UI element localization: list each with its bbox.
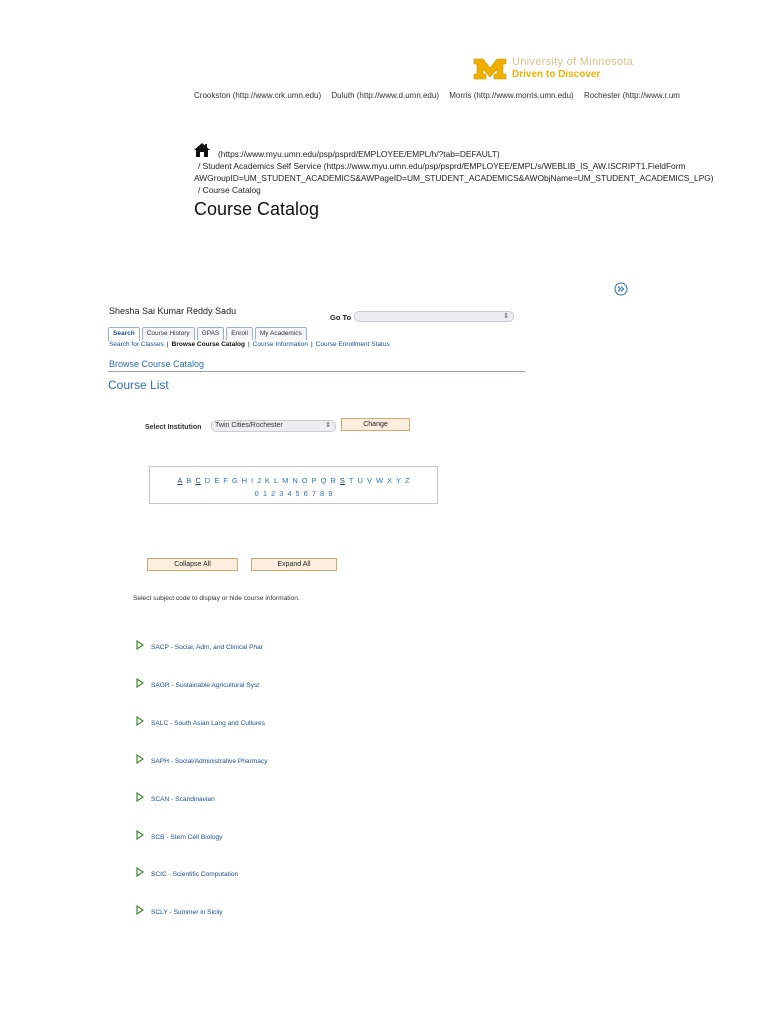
expand-triangle-icon[interactable] (136, 867, 144, 877)
breadcrumb-home-link[interactable]: (https://www.myu.umn.edu/psp/psprd/EMPLOYEE/EMPL/h/?tab=DEFAULT) (218, 149, 500, 159)
digit-5[interactable]: 5 (295, 489, 300, 498)
letter-d[interactable]: D (204, 476, 211, 485)
campus-link-morris[interactable]: Morris (http://www.morris.umn.edu) (449, 91, 574, 100)
campus-links (194, 91, 768, 100)
campus-link-duluth[interactable]: Duluth (http://www.d.umn.edu) (331, 91, 439, 100)
letter-u[interactable]: U (357, 476, 363, 485)
letter-g[interactable]: G (231, 476, 238, 485)
logo-name: University of Minnesota (512, 56, 634, 68)
campus-link-crookston[interactable]: Crookston (http://www.crk.umn.edu) (194, 91, 322, 100)
institution-value: Twin Cities/Rochester (215, 422, 283, 429)
expand-all-button[interactable]: Expand All (251, 558, 337, 571)
subject-link[interactable]: SACP - Social, Adm, and Clinical Phar (151, 644, 264, 651)
subject-link[interactable]: SCB - Stem Cell Biology (151, 834, 223, 841)
letter-i[interactable]: I (251, 476, 254, 485)
subnav-browse-course-catalog: Browse Course Catalog (171, 341, 245, 348)
expand-triangle-icon[interactable] (136, 792, 144, 802)
logo-tagline: Driven to Discover (512, 69, 601, 80)
subject-link[interactable]: SCLY - Summer in Sicily (151, 909, 223, 916)
subject-link[interactable]: SAGR - Sustainable Agricultural Syst (151, 682, 260, 689)
institution-select[interactable] (211, 420, 336, 432)
digit-8[interactable]: 8 (320, 489, 325, 498)
updown-icon: ⇕ (503, 313, 509, 320)
page-title: Course Catalog (194, 199, 320, 219)
letter-n[interactable]: N (292, 476, 298, 485)
digit-6[interactable]: 6 (303, 489, 308, 498)
double-chevron-right-icon[interactable] (614, 282, 628, 296)
subnav-course-information[interactable]: Course Information (252, 341, 308, 348)
subnav-separator: | (310, 341, 313, 348)
section-title: Browse Course Catalog (109, 359, 205, 369)
letter-z[interactable]: Z (405, 476, 410, 485)
letter-e[interactable]: E (214, 476, 220, 485)
letter-b[interactable]: B (186, 476, 192, 485)
letter-t[interactable]: T (348, 476, 354, 485)
home-icon[interactable] (194, 143, 210, 157)
letter-row (150, 476, 437, 485)
goto-label: Go To (330, 313, 352, 322)
collapse-all-button[interactable]: Collapse All (147, 558, 238, 571)
change-button[interactable]: Change (341, 418, 410, 431)
letter-k[interactable]: K (264, 476, 270, 485)
letter-s[interactable]: S (339, 476, 345, 485)
tab-my-academics[interactable]: My Academics (255, 327, 307, 340)
institution-label: Select Institution (145, 424, 202, 431)
digit-3[interactable]: 3 (279, 489, 284, 498)
divider (108, 371, 525, 372)
digit-0[interactable]: 0 (254, 489, 259, 498)
subnav-separator: | (166, 341, 169, 348)
subnav-course-enrollment-status[interactable]: Course Enrollment Status (315, 341, 390, 348)
tab-bar (108, 327, 309, 341)
expand-triangle-icon[interactable] (136, 830, 144, 840)
letter-j[interactable]: J (257, 476, 261, 485)
digit-row (150, 489, 437, 498)
expand-triangle-icon[interactable] (136, 905, 144, 915)
breadcrumb-student-academics[interactable]: / Student Academics Self Service (https://www.myu.umn.edu/psp/psprd/EMPLOYEE/EMPL/s/WEBLIB_IS_AW.ISCRIPT1.FieldForm (198, 161, 686, 171)
letter-o[interactable]: O (301, 476, 308, 485)
letter-p[interactable]: P (311, 476, 317, 485)
letter-a[interactable]: A (177, 476, 183, 485)
instruction-text: Select subject code to display or hide course information. (133, 595, 300, 602)
subnav-separator: | (247, 341, 250, 348)
course-list-heading: Course List (108, 378, 169, 392)
campus-link-rochester[interactable]: Rochester (http://www.r.um (583, 91, 680, 100)
letter-q[interactable]: Q (320, 476, 327, 485)
expand-triangle-icon[interactable] (136, 754, 144, 764)
digit-2[interactable]: 2 (270, 489, 276, 498)
expand-triangle-icon[interactable] (136, 678, 144, 688)
letter-f[interactable]: F (223, 476, 228, 485)
letter-h[interactable]: H (241, 476, 248, 485)
tab-gpas[interactable]: GPAS (197, 327, 225, 340)
goto-select[interactable] (354, 311, 514, 322)
letter-w[interactable]: W (375, 476, 384, 485)
letter-c[interactable]: C (195, 476, 201, 485)
breadcrumb-student-academics-cont[interactable]: AWGroupID=UM_STUDENT_ACADEMICS&AWPageID=UM_STUDENT_ACADEMICS&AWObjName=UM_STUDENT_ACADEMICS_LPG) (194, 173, 714, 183)
subject-link[interactable]: SALC - South Asian Lang and Cultures (151, 720, 265, 727)
tab-search[interactable]: Search (108, 327, 140, 341)
letter-l[interactable]: L (273, 476, 279, 485)
digit-9[interactable]: 9 (328, 489, 333, 498)
letter-r[interactable]: R (330, 476, 336, 485)
sub-navigation (109, 341, 390, 348)
subnav-search-for-classes[interactable]: Search for Classes (109, 341, 164, 348)
digit-4[interactable]: 4 (287, 489, 292, 498)
user-name: Shesha Sai Kumar Reddy Sadu (109, 306, 237, 316)
subject-link[interactable]: SCIC - Scientific Computation (151, 871, 239, 878)
tab-enroll[interactable]: Enroll (226, 327, 253, 340)
digit-7[interactable]: 7 (311, 489, 317, 498)
subject-link[interactable]: SAPH - Social/Administrative Pharmacy (151, 758, 268, 765)
alphabet-index (149, 466, 438, 504)
digit-1[interactable]: 1 (262, 489, 267, 498)
tab-course-history[interactable]: Course History (142, 327, 195, 340)
letter-v[interactable]: V (366, 476, 372, 485)
letter-y[interactable]: Y (396, 476, 402, 485)
expand-triangle-icon[interactable] (136, 640, 144, 650)
subject-link[interactable]: SCAN - Scandinavian (151, 796, 215, 803)
university-logo[interactable] (470, 56, 640, 82)
updown-icon: ⇕ (325, 422, 331, 429)
breadcrumb-course-catalog: / Course Catalog (198, 185, 261, 195)
block-m-icon (473, 58, 507, 80)
letter-m[interactable]: M (282, 476, 289, 485)
expand-triangle-icon[interactable] (136, 716, 144, 726)
letter-x[interactable]: X (387, 476, 393, 485)
